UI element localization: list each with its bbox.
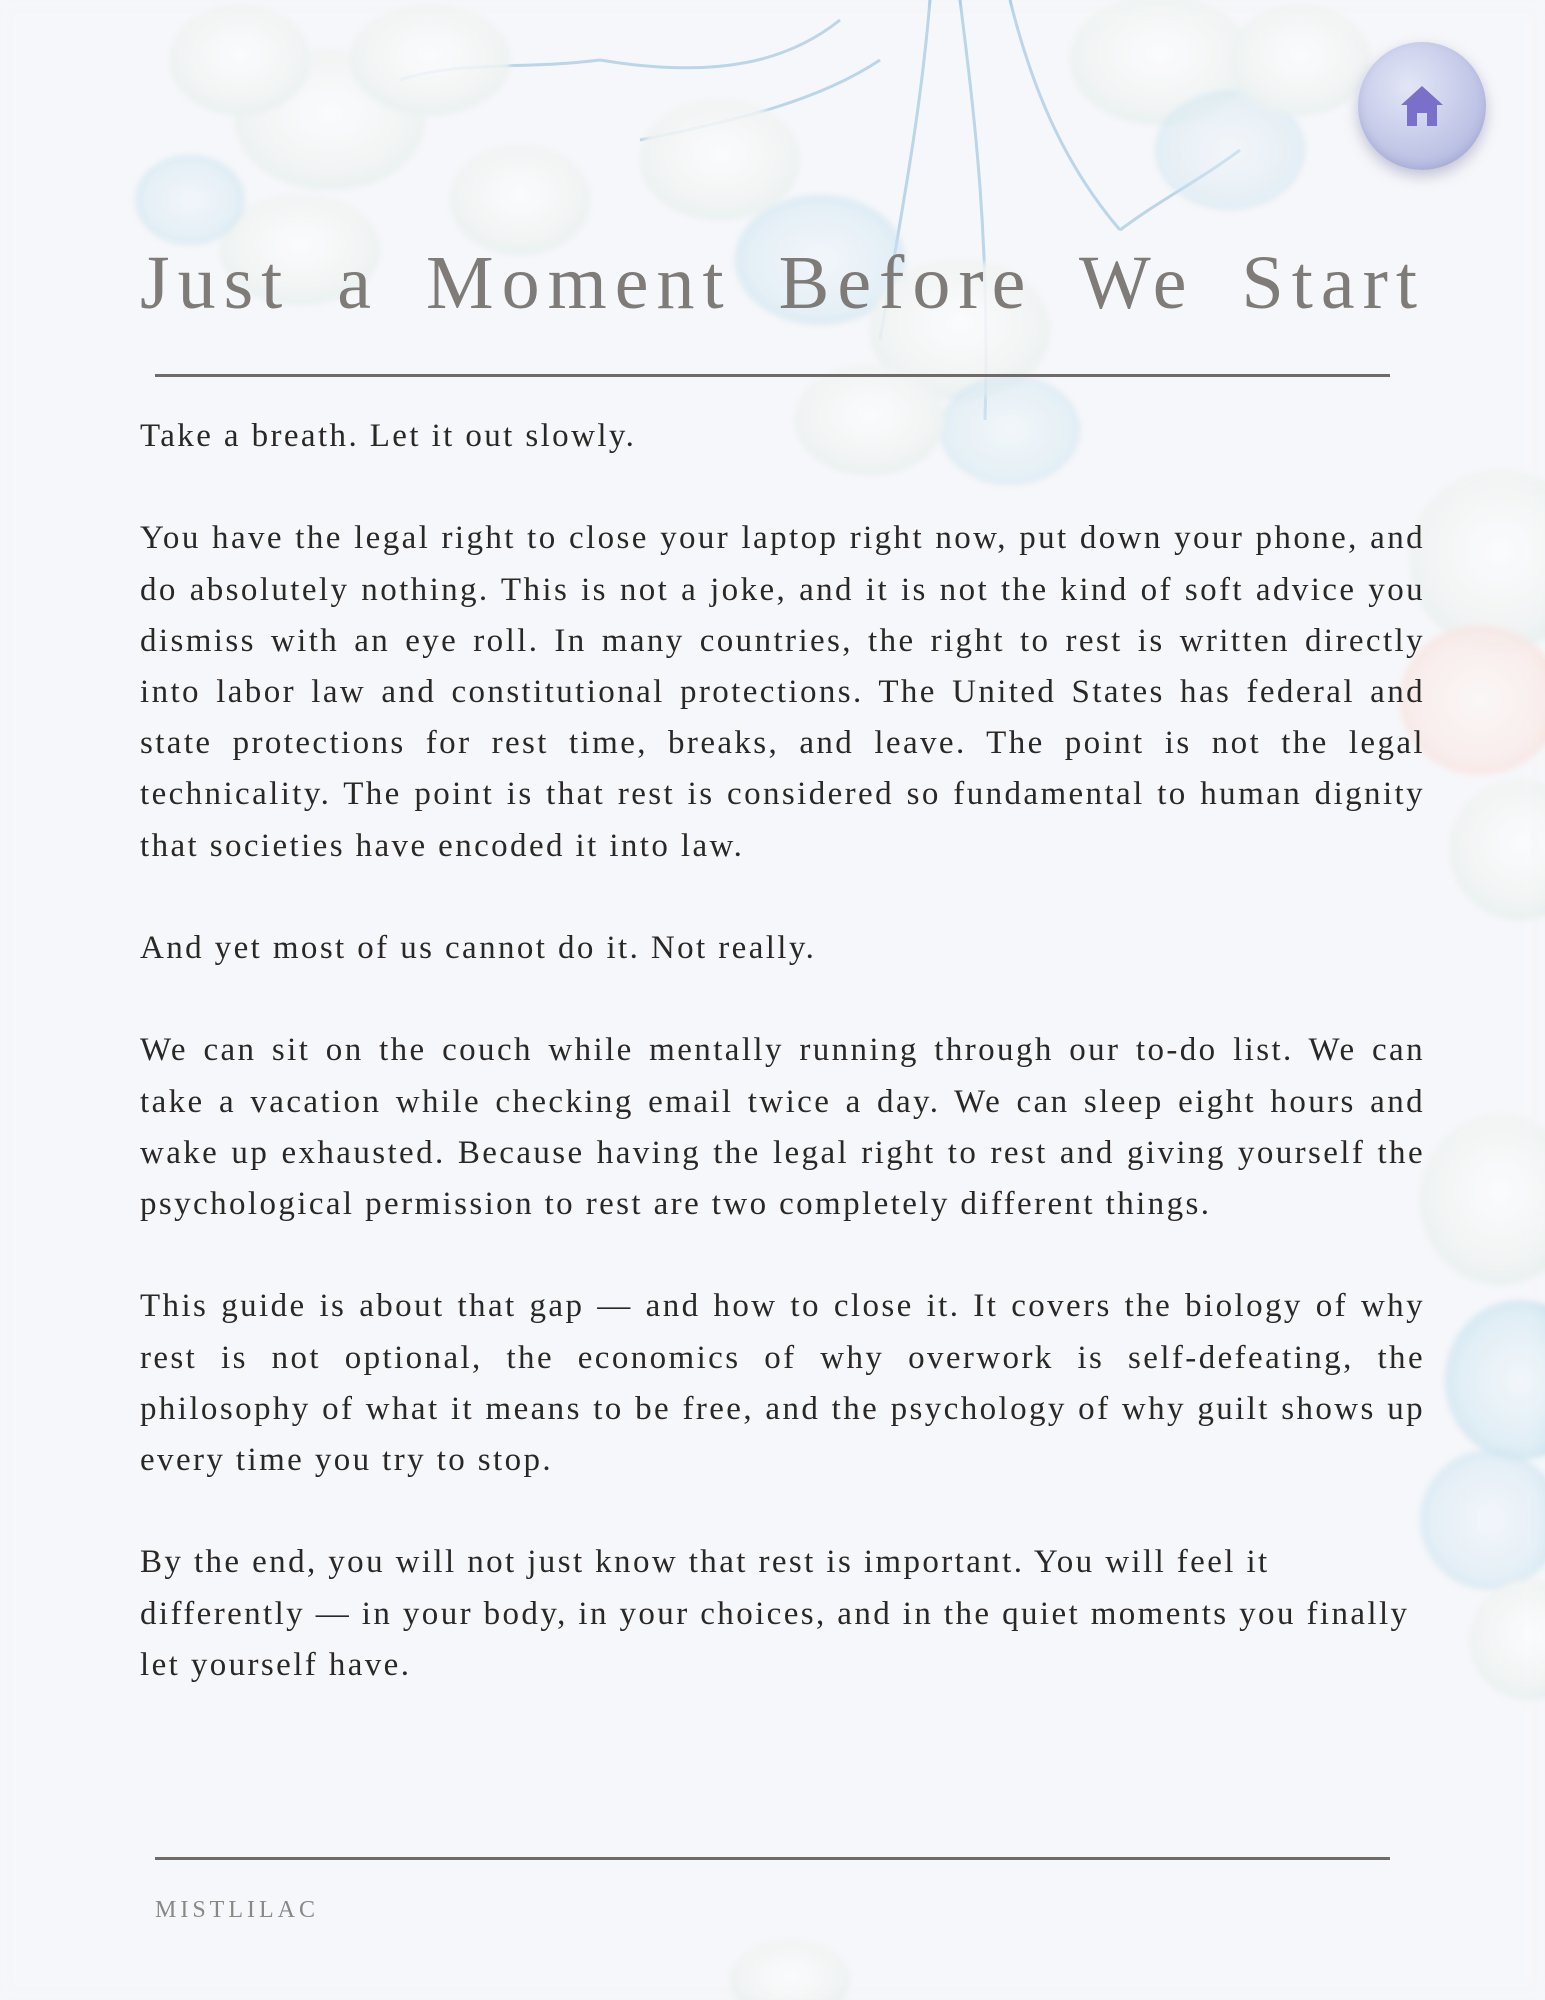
paragraph: And yet most of us cannot do it. Not really. [140,930,817,966]
home-icon [1399,84,1445,128]
paragraph: You have the legal right to close your laptop right now, put down your phone, and do absolutely nothing. This is not a joke, and it is not the kind of soft advice you dismiss with an eye roll. In many countries, the right to rest is written directly into labor law and constitutional protections. The United States has federal and state protections for rest time, breaks, and leave. The point is not the legal technicality. The point is that rest is considered so fundamental to human dignity that societies have encoded it into law. [140,520,1425,864]
paragraph: This guide is about that gap — and how to close it. It covers the biology of why rest is not optional, the economics of why overwork is self-defeating, the philosophy of what it means to be free, and the psychology of why guilt shows up every time you try to stop. [140,1288,1425,1478]
footer-brand: MISTLILAC [155,1897,319,1923]
home-button[interactable] [1358,42,1486,170]
footer-divider [155,1857,1390,1860]
paragraph: By the end, you will not just know that rest is important. You will feel it differently — in your body, in your choices, and in the quiet moments you finally let yourself have. [140,1544,1410,1683]
body-text [140,411,1425,1691]
paragraph: Take a breath. Let it out slowly. [140,418,637,454]
title-divider [155,374,1390,377]
page-title: Just a Moment Before We Start [140,241,1425,325]
paragraph: We can sit on the couch while mentally running through our to-do list. We can take a vacation while checking email twice a day. We can sleep eight hours and wake up exhausted. Because having the legal right to rest and giving yourself the psychological permission to rest are two completely different things. [140,1032,1425,1222]
